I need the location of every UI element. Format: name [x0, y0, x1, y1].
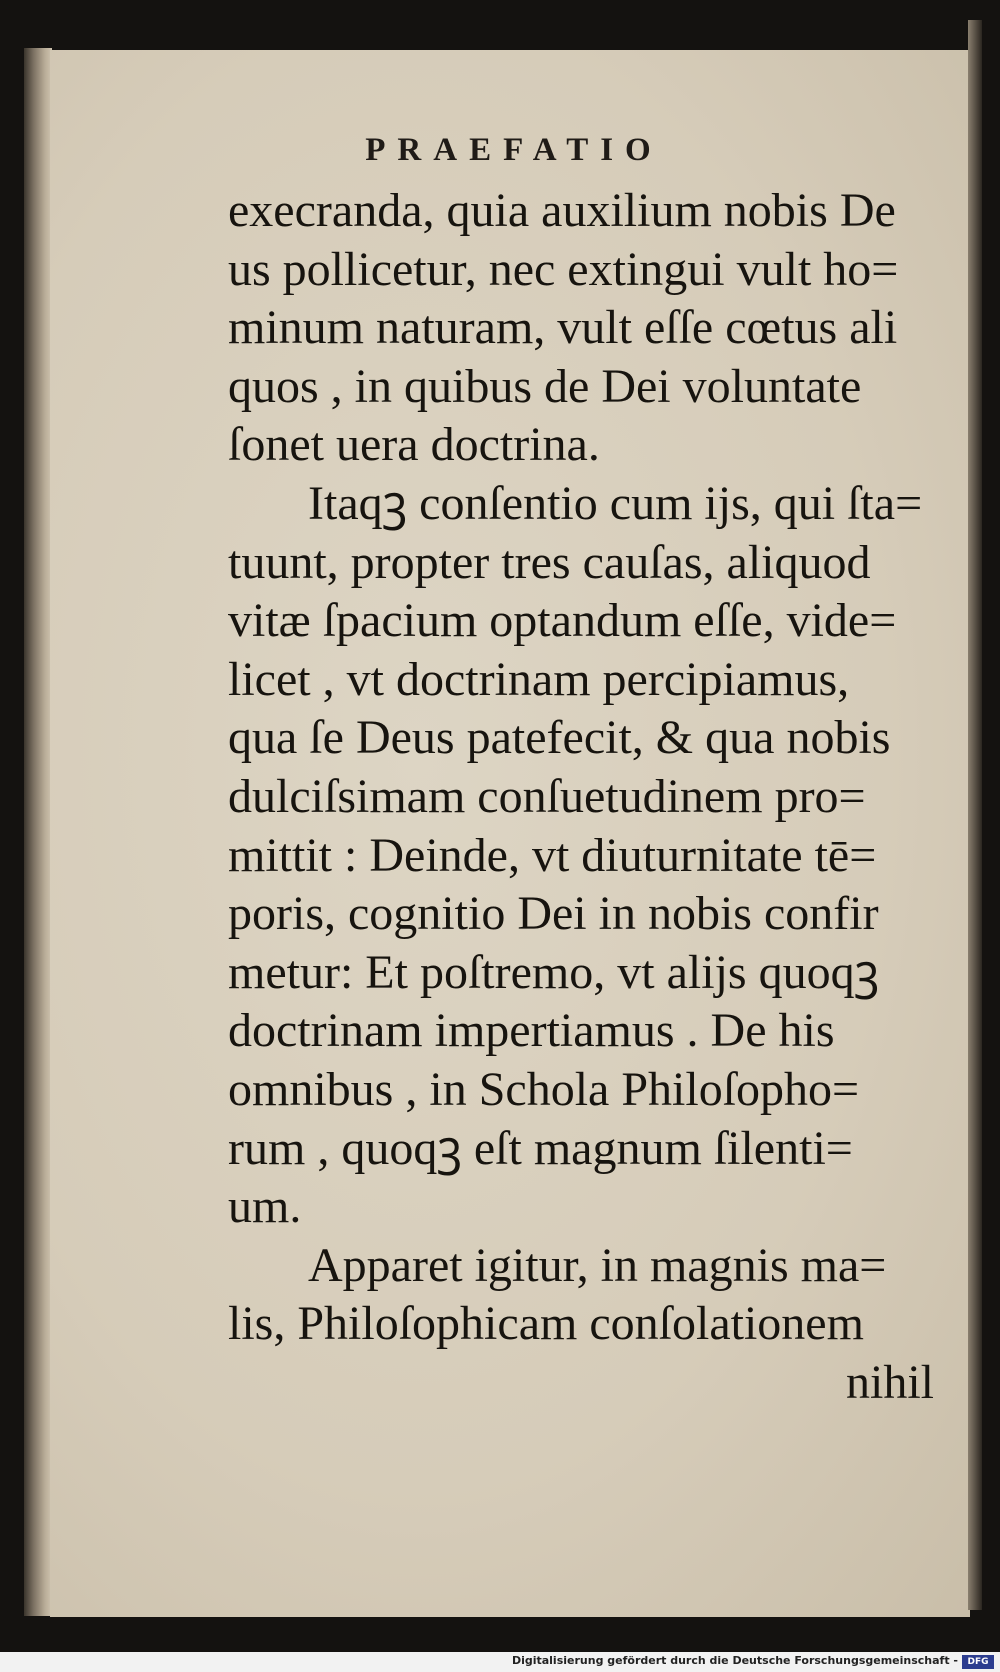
text-line: lis, Philoſophicam conſolationem	[228, 1297, 864, 1351]
text-line: poris, cognitio Dei in nobis confir	[228, 887, 879, 941]
text-line: us pollicetur, nec extingui vult ho=	[228, 242, 899, 296]
text-line: Itaqꝫ conſentio cum ijs, qui ſta=	[308, 476, 923, 530]
text-line: ſonet uera doctrina.	[228, 418, 600, 472]
text-line: minum naturam, vult eſſe cœtus ali	[228, 301, 898, 355]
text-line: metur: Et poſtremo, vt alijs quoqꝫ	[228, 945, 880, 999]
text-line: omnibus , in Schola Philoſopho=	[228, 1062, 860, 1116]
funding-notice: Digitalisierung gefördert durch die Deutsche Forschungsgemeinschaft -	[511, 1654, 958, 1667]
footer-bar	[0, 1652, 1000, 1672]
text-line: rum , quoqꝫ eſt magnum ſilenti=	[228, 1121, 853, 1175]
running-head: PRAEFATIO	[365, 132, 663, 168]
catchword: nihil	[845, 1355, 934, 1409]
text-line: quos , in quibus de Dei voluntate	[228, 359, 862, 413]
text-line: qua ſe Deus patefecit, & qua nobis	[228, 711, 891, 765]
text-line: um.	[228, 1180, 302, 1234]
text-line: execranda, quia auxilium nobis De	[228, 184, 896, 237]
text-line: licet , vt doctrinam percipiamus,	[228, 652, 850, 706]
text-line: dulciſsimam conſuetudinem pro=	[228, 769, 866, 823]
body-text	[228, 182, 940, 1412]
text-line: Apparet igitur, in magnis ma=	[308, 1238, 887, 1292]
text-line: doctrinam impertiamus . De his	[228, 1004, 835, 1058]
text-line: tuunt, propter tres cauſas, aliquod	[228, 535, 871, 589]
page-left-edge	[24, 48, 52, 1616]
page-right-edge	[968, 20, 982, 1610]
text-line: vitæ ſpacium optandum eſſe, vide=	[228, 594, 897, 648]
dfg-logo: DFG	[962, 1655, 994, 1669]
text-line: mittit : Deinde, vt diuturnitate tē=	[228, 828, 877, 882]
